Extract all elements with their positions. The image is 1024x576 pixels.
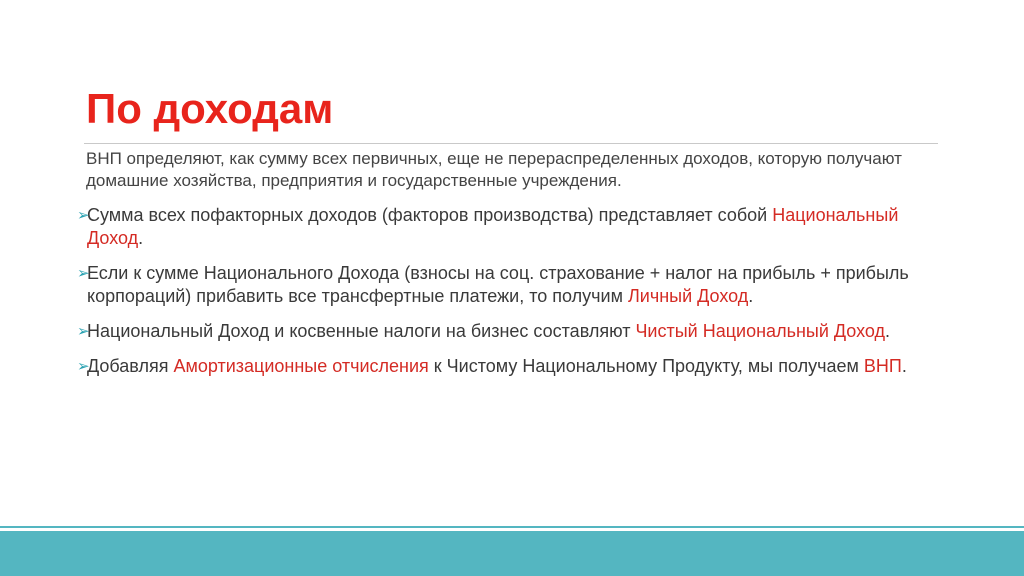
bullet-item — [77, 355, 944, 378]
highlighted-term: Чистый Национальный Доход — [635, 321, 885, 341]
bullet-item — [77, 262, 944, 308]
bullet-text: Национальный Доход и косвенные налоги на бизнес составляют — [87, 321, 636, 341]
slide-title: По доходам — [86, 85, 334, 132]
bullet-text: Если к сумме Национального Дохода (взносы на соц. страхование + налог на прибыль + прибыль корпораций) прибавить все трансфертные платежи, то получим — [87, 263, 909, 306]
title-divider — [84, 143, 938, 144]
slide-body — [77, 148, 944, 390]
arrowhead-bullet-icon: ➢ — [77, 322, 90, 340]
highlighted-term: Национальный Доход — [87, 205, 899, 248]
bullet-text: . — [885, 321, 891, 341]
highlighted-term: Амортизационные отчисления — [173, 356, 429, 376]
bullet-text: к Чистому Национальному Продукту, мы получаем — [428, 356, 864, 376]
intro-paragraph: ВНП определяют, как сумму всех первичных, еще не перераспределенных доходов, которую получают домашние хозяйства, предприятия и государственные учреждения. — [86, 149, 902, 190]
footer-band — [0, 531, 1024, 576]
highlighted-term: Личный Доход — [627, 286, 749, 306]
highlighted-term: ВНП — [863, 356, 902, 376]
arrowhead-bullet-icon: ➢ — [77, 206, 90, 224]
arrowhead-bullet-icon: ➢ — [77, 357, 90, 375]
bullet-list — [77, 204, 944, 378]
bullet-text: Сумма всех пофакторных доходов (факторов производства) представляет собой — [87, 205, 773, 225]
bullet-item — [77, 320, 944, 343]
bullet-text: . — [138, 228, 144, 248]
footer-accent-line — [0, 526, 1024, 528]
bullet-text: . — [901, 356, 907, 376]
arrowhead-bullet-icon: ➢ — [77, 264, 90, 282]
bullet-item — [77, 204, 944, 250]
bullet-text: Добавляя — [87, 356, 174, 376]
bullet-text: . — [748, 286, 754, 306]
